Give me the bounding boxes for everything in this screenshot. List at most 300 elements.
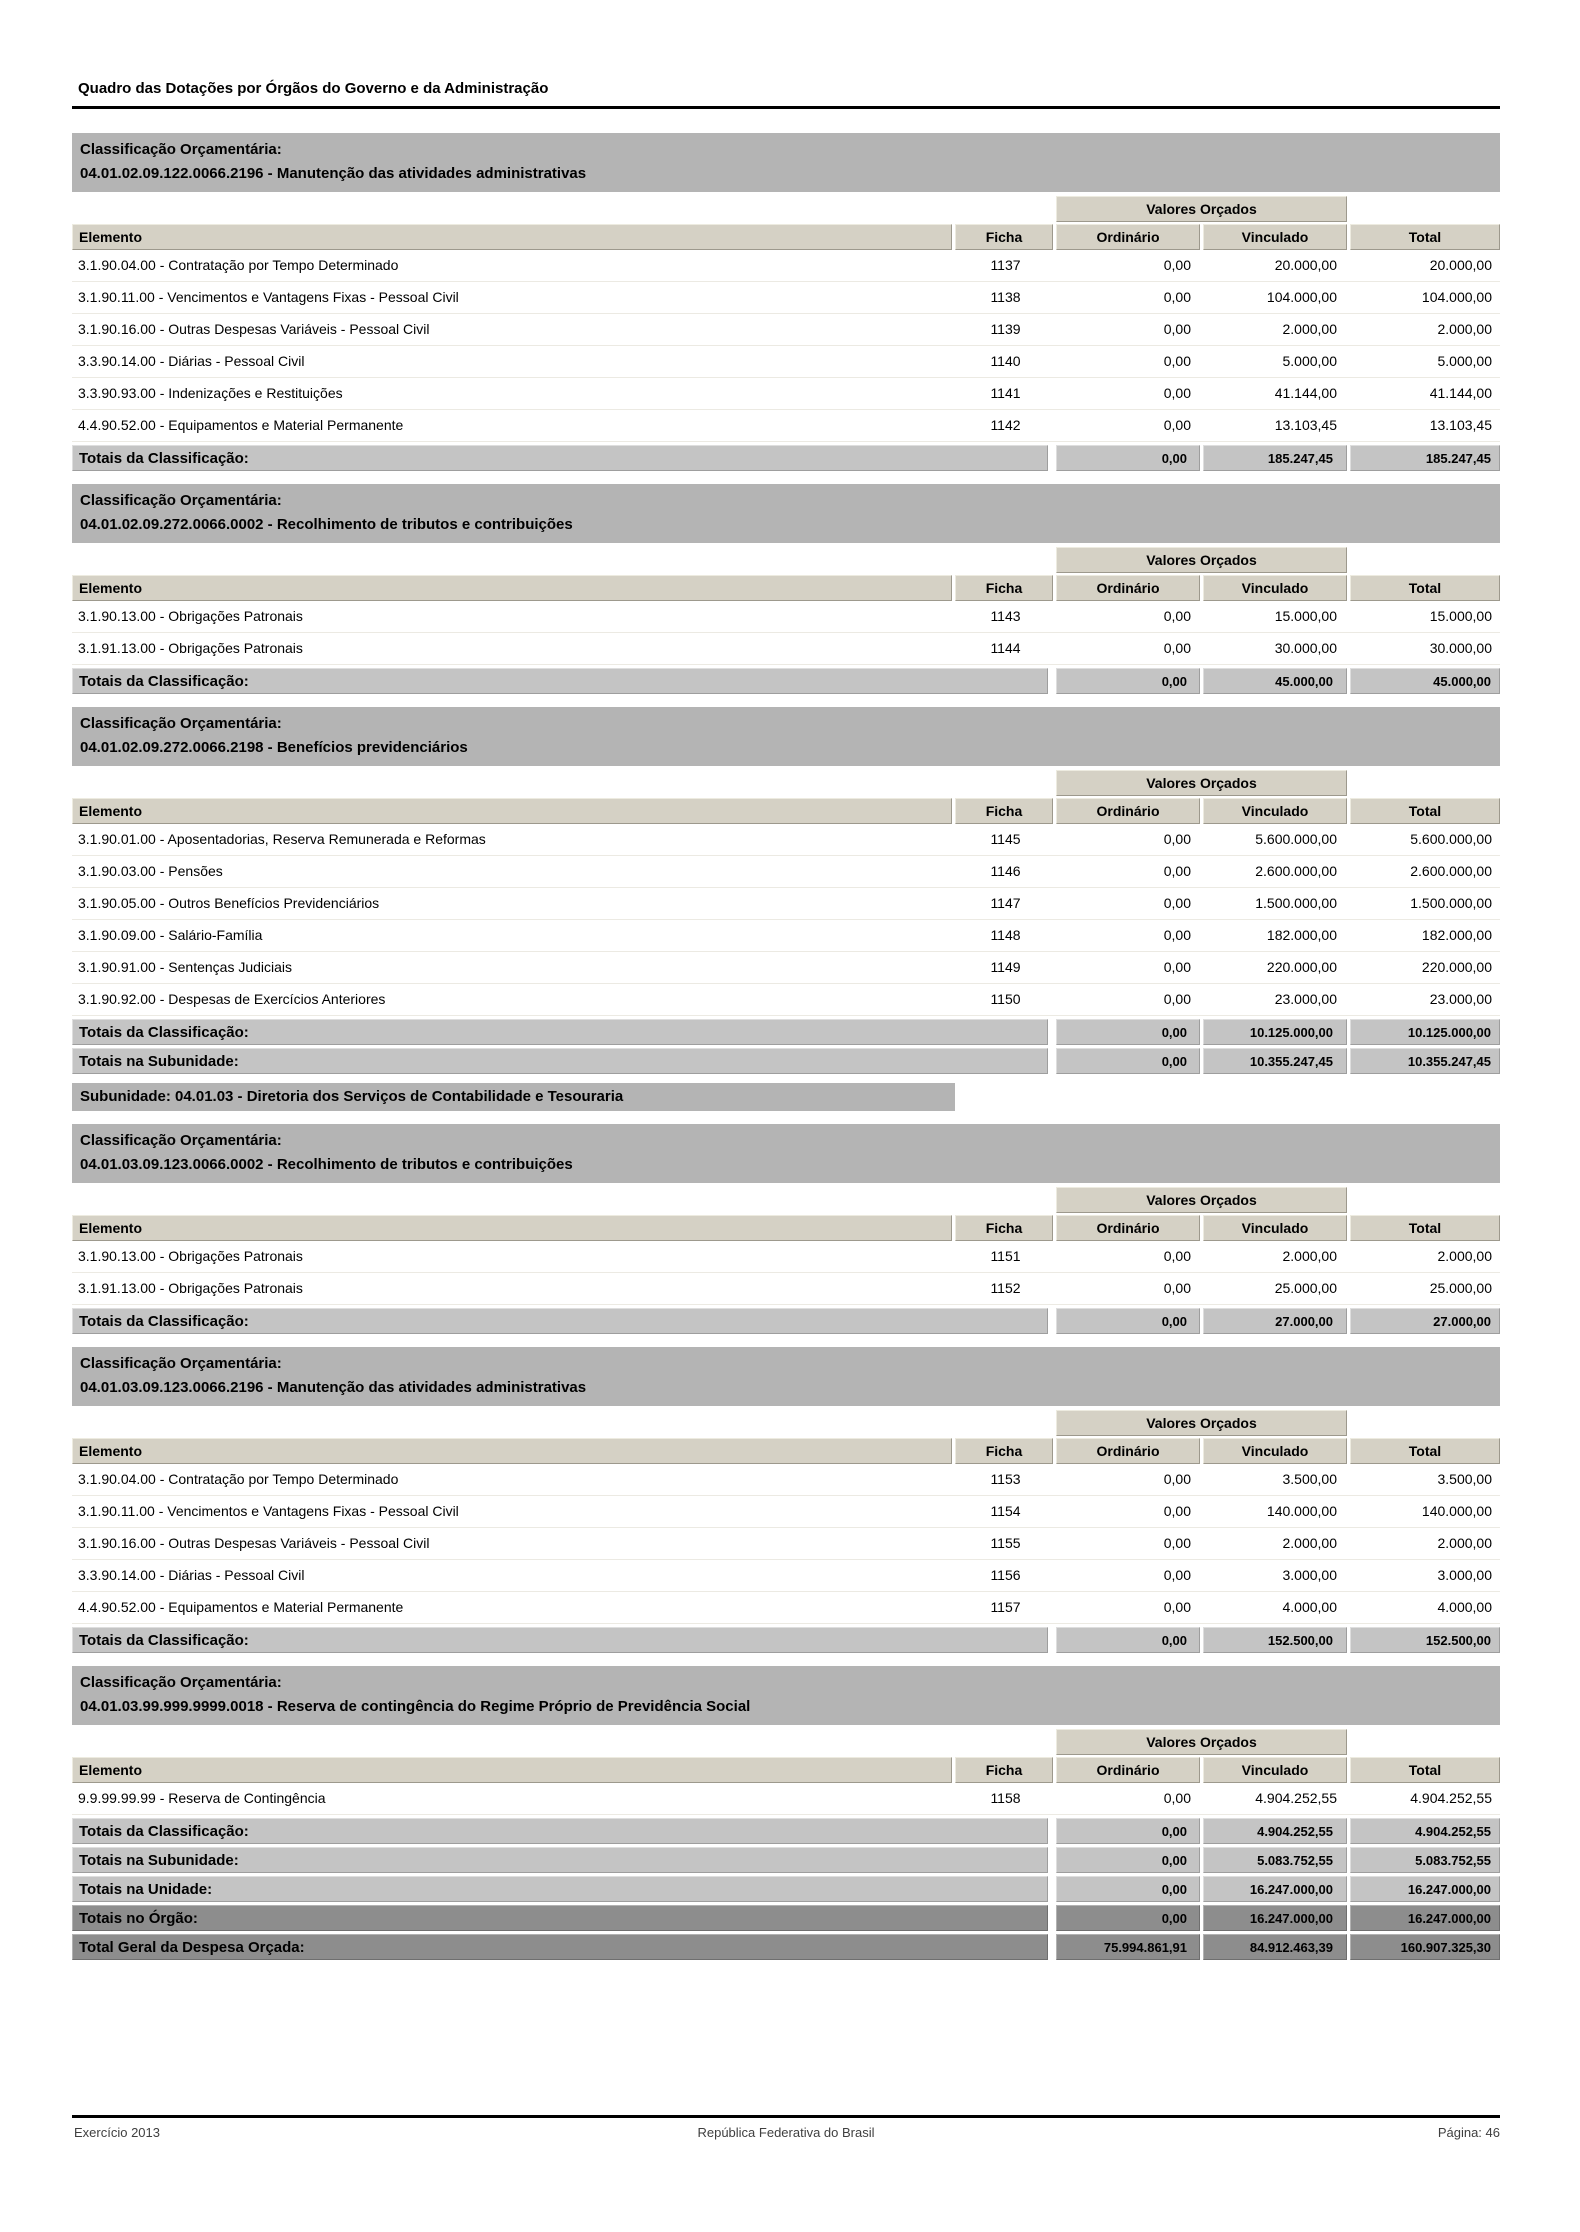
cell-elemento: 3.1.90.03.00 - Pensões: [78, 863, 223, 879]
cell-ficha: 1157: [990, 1599, 1021, 1615]
cell-ordinario: 0,00: [1163, 1248, 1191, 1264]
column-header-ordinario: [1056, 1438, 1203, 1464]
table-row: [72, 1783, 1500, 1815]
totals-label: Totais da Classificação:: [72, 1308, 1048, 1334]
cell-elemento: 4.4.90.52.00 - Equipamentos e Material Permanente: [78, 417, 404, 433]
column-header-elemento-label: Elemento: [72, 1438, 952, 1464]
cell-ordinario: 0,00: [1163, 640, 1191, 656]
column-header-ordinario-label: Ordinário: [1056, 1215, 1200, 1241]
totals-label: Totais na Subunidade:: [72, 1048, 1048, 1074]
cell-elemento: 3.3.90.14.00 - Diárias - Pessoal Civil: [78, 353, 305, 369]
valores-orcados-row: [72, 196, 1500, 222]
totals-vinculado: 152.500,00: [1203, 1627, 1347, 1653]
totals-vinculado: 45.000,00: [1203, 668, 1347, 694]
cell-elemento: 3.1.90.16.00 - Outras Despesas Variáveis - Pessoal Civil: [78, 321, 430, 337]
column-header-ficha-label: Ficha: [955, 575, 1053, 601]
cell-vinculado: 4.904.252,55: [1255, 1790, 1337, 1806]
cell-vinculado: 3.500,00: [1282, 1471, 1337, 1487]
valores-orcados-header: Valores Orçados: [1056, 547, 1347, 573]
totals-ordinario: 0,00: [1056, 1876, 1200, 1902]
totals-ordinario: 75.994.861,91: [1056, 1934, 1200, 1960]
cell-elemento: 3.1.90.09.00 - Salário-Família: [78, 927, 263, 943]
cell-elemento: 9.9.99.99.99 - Reserva de Contingência: [78, 1790, 326, 1806]
totals-label: Totais da Classificação:: [72, 1627, 1048, 1653]
cell-ficha: 1155: [990, 1535, 1021, 1551]
cell-total: 220.000,00: [1421, 959, 1492, 975]
column-header-vinculado-label: Vinculado: [1203, 1438, 1347, 1464]
table-row: [72, 346, 1500, 378]
totals-total: 185.247,45: [1350, 445, 1500, 471]
totals-total: 10.355.247,45: [1350, 1048, 1500, 1074]
column-header-total-label: Total: [1350, 1438, 1500, 1464]
column-header-vinculado: [1203, 1215, 1350, 1241]
column-header-total: [1350, 224, 1500, 250]
column-header-vinculado: [1203, 1438, 1350, 1464]
column-header-vinculado: [1203, 575, 1350, 601]
cell-vinculado: 25.000,00: [1274, 1280, 1337, 1296]
table-header-row: [72, 1438, 1500, 1464]
column-header-ficha-label: Ficha: [955, 1215, 1053, 1241]
column-header-ficha: [955, 575, 1056, 601]
page-footer: [72, 2115, 1500, 2143]
totals-total: 45.000,00: [1350, 668, 1500, 694]
cell-vinculado: 41.144,00: [1274, 385, 1337, 401]
cell-total: 140.000,00: [1421, 1503, 1492, 1519]
column-header-ficha: [955, 798, 1056, 824]
column-header-ficha-label: Ficha: [955, 1757, 1053, 1783]
column-header-vinculado-label: Vinculado: [1203, 798, 1347, 824]
column-header-elemento: [72, 1215, 955, 1241]
cell-ficha: 1151: [990, 1248, 1021, 1264]
totals-row-totais_classificacao: [72, 445, 1500, 471]
cell-total: 2.000,00: [1437, 1535, 1492, 1551]
totals-total: 16.247.000,00: [1350, 1905, 1500, 1931]
column-header-total: [1350, 798, 1500, 824]
classification-label: Classificação Orçamentária:: [80, 492, 282, 509]
table-header-row: [72, 224, 1500, 250]
cell-ficha: 1150: [990, 991, 1021, 1007]
column-header-elemento: [72, 224, 955, 250]
cell-ficha: 1140: [990, 353, 1021, 369]
cell-elemento: 3.1.90.91.00 - Sentenças Judiciais: [78, 959, 293, 975]
totals-row-totais_subunidade: [72, 1048, 1500, 1074]
totals-row-totais_unidade: [72, 1876, 1500, 1902]
classification-banner: [72, 484, 1500, 543]
cell-ficha: 1137: [990, 257, 1021, 273]
column-header-elemento-label: Elemento: [72, 224, 952, 250]
table-header-row: [72, 575, 1500, 601]
cell-elemento: 3.1.90.01.00 - Aposentadorias, Reserva Remunerada e Reformas: [78, 831, 486, 847]
footer-country: República Federativa do Brasil: [697, 2125, 875, 2140]
cell-total: 4.000,00: [1437, 1599, 1492, 1615]
column-header-ficha-label: Ficha: [955, 224, 1053, 250]
cell-total: 4.904.252,55: [1410, 1790, 1492, 1806]
cell-ficha: 1146: [990, 863, 1021, 879]
totals-row-totais_subunidade: [72, 1847, 1500, 1873]
totals-ordinario: 0,00: [1056, 1308, 1200, 1334]
table-row: [72, 378, 1500, 410]
cell-ordinario: 0,00: [1163, 1535, 1191, 1551]
cell-elemento: 4.4.90.52.00 - Equipamentos e Material Permanente: [78, 1599, 404, 1615]
footer-exercise: Exercício 2013: [74, 2125, 160, 2140]
table-row: [72, 952, 1500, 984]
table-row: [72, 824, 1500, 856]
totals-ordinario: 0,00: [1056, 445, 1200, 471]
totals-row-totais_classificacao: [72, 1308, 1500, 1334]
column-header-ordinario-label: Ordinário: [1056, 1438, 1200, 1464]
table-row: [72, 984, 1500, 1016]
cell-total: 30.000,00: [1429, 640, 1492, 656]
table-row: [72, 282, 1500, 314]
cell-ficha: 1147: [990, 895, 1021, 911]
table-row: [72, 1496, 1500, 1528]
cell-elemento: 3.1.90.04.00 - Contratação por Tempo Determinado: [78, 1471, 399, 1487]
cell-vinculado: 30.000,00: [1274, 640, 1337, 656]
totals-label: Totais no Órgão:: [72, 1905, 1048, 1931]
cell-elemento: 3.1.90.11.00 - Vencimentos e Vantagens Fixas - Pessoal Civil: [78, 1503, 459, 1519]
cell-total: 15.000,00: [1429, 608, 1492, 624]
cell-ficha: 1152: [990, 1280, 1021, 1296]
valores-orcados-row: [72, 1410, 1500, 1436]
cell-ficha: 1142: [990, 417, 1021, 433]
valores-orcados-header: Valores Orçados: [1056, 196, 1347, 222]
column-header-ordinario: [1056, 224, 1203, 250]
valores-orcados-header: Valores Orçados: [1056, 770, 1347, 796]
cell-total: 2.000,00: [1437, 321, 1492, 337]
cell-ficha: 1144: [990, 640, 1021, 656]
column-header-elemento: [72, 575, 955, 601]
classification-code: 04.01.02.09.272.0066.0002 - Recolhimento de tributos e contribuições: [80, 516, 573, 533]
cell-vinculado: 20.000,00: [1274, 257, 1337, 273]
cell-ficha: 1145: [990, 831, 1021, 847]
totals-ordinario: 0,00: [1056, 1905, 1200, 1931]
totals-row-totais_orgao: [72, 1905, 1500, 1931]
classification-code: 04.01.02.09.122.0066.2196 - Manutenção das atividades administrativas: [80, 165, 587, 182]
classification-section: [72, 707, 1500, 1074]
totals-ordinario: 0,00: [1056, 668, 1200, 694]
totals-vinculado: 84.912.463,39: [1203, 1934, 1347, 1960]
cell-ordinario: 0,00: [1163, 257, 1191, 273]
cell-ordinario: 0,00: [1163, 831, 1191, 847]
table-row: [72, 856, 1500, 888]
column-header-vinculado: [1203, 224, 1350, 250]
classification-label: Classificação Orçamentária:: [80, 1132, 282, 1149]
totals-vinculado: 16.247.000,00: [1203, 1876, 1347, 1902]
cell-ordinario: 0,00: [1163, 1599, 1191, 1615]
cell-elemento: 3.3.90.93.00 - Indenizações e Restituições: [78, 385, 343, 401]
totals-total: 5.083.752,55: [1350, 1847, 1500, 1873]
totals-vinculado: 185.247,45: [1203, 445, 1347, 471]
cell-ficha: 1148: [990, 927, 1021, 943]
totals-total: 27.000,00: [1350, 1308, 1500, 1334]
totals-row-totais_classificacao: [72, 1019, 1500, 1045]
cell-ficha: 1149: [990, 959, 1021, 975]
cell-ordinario: 0,00: [1163, 1503, 1191, 1519]
totals-total: 152.500,00: [1350, 1627, 1500, 1653]
cell-vinculado: 2.000,00: [1282, 1248, 1337, 1264]
cell-ordinario: 0,00: [1163, 417, 1191, 433]
table-header-row: [72, 1757, 1500, 1783]
table-row: [72, 410, 1500, 442]
column-header-total: [1350, 575, 1500, 601]
cell-total: 2.000,00: [1437, 1248, 1492, 1264]
cell-ordinario: 0,00: [1163, 321, 1191, 337]
cell-vinculado: 182.000,00: [1266, 927, 1337, 943]
cell-ordinario: 0,00: [1163, 1790, 1191, 1806]
valores-orcados-row: [72, 770, 1500, 796]
cell-ordinario: 0,00: [1163, 1567, 1191, 1583]
column-header-total-label: Total: [1350, 1757, 1500, 1783]
cell-ordinario: 0,00: [1163, 895, 1191, 911]
classification-label: Classificação Orçamentária:: [80, 1674, 282, 1691]
cell-elemento: 3.1.90.92.00 - Despesas de Exercícios Anteriores: [78, 991, 386, 1007]
totals-vinculado: 5.083.752,55: [1203, 1847, 1347, 1873]
column-header-elemento-label: Elemento: [72, 575, 952, 601]
cell-ordinario: 0,00: [1163, 959, 1191, 975]
footer-divider: [72, 2115, 1500, 2118]
cell-total: 20.000,00: [1429, 257, 1492, 273]
cell-vinculado: 104.000,00: [1266, 289, 1337, 305]
footer-row: [72, 2125, 1500, 2143]
valores-orcados-header: Valores Orçados: [1056, 1729, 1347, 1755]
totals-label: Total Geral da Despesa Orçada:: [72, 1934, 1048, 1960]
cell-ordinario: 0,00: [1163, 1280, 1191, 1296]
cell-total: 25.000,00: [1429, 1280, 1492, 1296]
cell-ficha: 1143: [990, 608, 1021, 624]
classification-label: Classificação Orçamentária:: [80, 1355, 282, 1372]
table-row: [72, 633, 1500, 665]
cell-total: 3.000,00: [1437, 1567, 1492, 1583]
cell-vinculado: 3.000,00: [1282, 1567, 1337, 1583]
cell-total: 23.000,00: [1429, 991, 1492, 1007]
totals-label: Totais da Classificação:: [72, 668, 1048, 694]
column-header-elemento: [72, 1757, 955, 1783]
totals-total: 10.125.000,00: [1350, 1019, 1500, 1045]
cell-total: 1.500.000,00: [1410, 895, 1492, 911]
classification-section: [72, 1666, 1500, 1960]
classification-section: [72, 1347, 1500, 1653]
cell-ordinario: 0,00: [1163, 863, 1191, 879]
classification-section: [72, 133, 1500, 471]
cell-total: 13.103,45: [1429, 417, 1492, 433]
totals-row-total_geral: [72, 1934, 1500, 1960]
cell-ficha: 1139: [990, 321, 1021, 337]
cell-elemento: 3.1.90.04.00 - Contratação por Tempo Determinado: [78, 257, 399, 273]
cell-ordinario: 0,00: [1163, 1471, 1191, 1487]
cell-vinculado: 4.000,00: [1282, 1599, 1337, 1615]
column-header-ordinario-label: Ordinário: [1056, 798, 1200, 824]
valores-orcados-row: [72, 547, 1500, 573]
cell-elemento: 3.1.90.13.00 - Obrigações Patronais: [78, 608, 303, 624]
table-row: [72, 1592, 1500, 1624]
cell-ficha: 1138: [990, 289, 1021, 305]
column-header-vinculado-label: Vinculado: [1203, 575, 1347, 601]
totals-ordinario: 0,00: [1056, 1048, 1200, 1074]
column-header-ficha-label: Ficha: [955, 1438, 1053, 1464]
column-header-total-label: Total: [1350, 798, 1500, 824]
column-header-vinculado-label: Vinculado: [1203, 1215, 1347, 1241]
report-page: [72, 0, 1500, 1960]
column-header-elemento-label: Elemento: [72, 798, 952, 824]
cell-ordinario: 0,00: [1163, 608, 1191, 624]
totals-row-totais_classificacao: [72, 1818, 1500, 1844]
cell-vinculado: 23.000,00: [1274, 991, 1337, 1007]
classification-label: Classificação Orçamentária:: [80, 141, 282, 158]
classification-banner: [72, 1347, 1500, 1406]
table-row: [72, 920, 1500, 952]
cell-elemento: 3.1.91.13.00 - Obrigações Patronais: [78, 640, 303, 656]
column-header-ficha: [955, 1438, 1056, 1464]
cell-vinculado: 220.000,00: [1266, 959, 1337, 975]
classification-section: [72, 484, 1500, 694]
classification-banner: [72, 133, 1500, 192]
cell-vinculado: 15.000,00: [1274, 608, 1337, 624]
column-header-ordinario-label: Ordinário: [1056, 575, 1200, 601]
valores-orcados-header: Valores Orçados: [1056, 1410, 1347, 1436]
column-header-elemento-label: Elemento: [72, 1757, 952, 1783]
cell-vinculado: 2.000,00: [1282, 321, 1337, 337]
table-row: [72, 250, 1500, 282]
totals-vinculado: 10.125.000,00: [1203, 1019, 1347, 1045]
totals-label: Totais na Subunidade:: [72, 1847, 1048, 1873]
table-header-row: [72, 1215, 1500, 1241]
column-header-vinculado-label: Vinculado: [1203, 224, 1347, 250]
totals-label: Totais da Classificação:: [72, 1019, 1048, 1045]
cell-vinculado: 5.600.000,00: [1255, 831, 1337, 847]
column-header-ficha: [955, 1757, 1056, 1783]
cell-total: 104.000,00: [1421, 289, 1492, 305]
cell-total: 2.600.000,00: [1410, 863, 1492, 879]
column-header-ordinario-label: Ordinário: [1056, 1757, 1200, 1783]
column-header-total-label: Total: [1350, 1215, 1500, 1241]
table-row: [72, 1528, 1500, 1560]
cell-elemento: 3.3.90.14.00 - Diárias - Pessoal Civil: [78, 1567, 305, 1583]
column-header-vinculado: [1203, 798, 1350, 824]
cell-vinculado: 5.000,00: [1282, 353, 1337, 369]
cell-elemento: 3.1.90.16.00 - Outras Despesas Variáveis - Pessoal Civil: [78, 1535, 430, 1551]
classification-banner: [72, 1666, 1500, 1725]
footer-page-number: Página: 46: [1437, 2125, 1500, 2140]
table-row: [72, 314, 1500, 346]
column-header-vinculado: [1203, 1757, 1350, 1783]
cell-vinculado: 1.500.000,00: [1255, 895, 1337, 911]
classification-code: 04.01.02.09.272.0066.2198 - Benefícios previdenciários: [80, 739, 468, 756]
column-header-vinculado-label: Vinculado: [1203, 1757, 1347, 1783]
cell-elemento: 3.1.90.11.00 - Vencimentos e Vantagens Fixas - Pessoal Civil: [78, 289, 459, 305]
column-header-ordinario: [1056, 575, 1203, 601]
cell-vinculado: 13.103,45: [1274, 417, 1337, 433]
classification-label: Classificação Orçamentária:: [80, 715, 282, 732]
column-header-total: [1350, 1215, 1500, 1241]
table-row: [72, 1464, 1500, 1496]
column-header-ordinario-label: Ordinário: [1056, 224, 1200, 250]
totals-vinculado: 4.904.252,55: [1203, 1818, 1347, 1844]
sections: [72, 133, 1500, 1960]
cell-total: 3.500,00: [1437, 1471, 1492, 1487]
cell-ficha: 1156: [990, 1567, 1021, 1583]
cell-ficha: 1153: [990, 1471, 1021, 1487]
cell-ordinario: 0,00: [1163, 289, 1191, 305]
column-header-total-label: Total: [1350, 224, 1500, 250]
cell-total: 5.600.000,00: [1410, 831, 1492, 847]
column-header-total-label: Total: [1350, 575, 1500, 601]
classification-banner: [72, 707, 1500, 766]
table-header-row: [72, 798, 1500, 824]
cell-elemento: 3.1.91.13.00 - Obrigações Patronais: [78, 1280, 303, 1296]
table-row: [72, 888, 1500, 920]
cell-total: 5.000,00: [1437, 353, 1492, 369]
totals-label: Totais da Classificação:: [72, 445, 1048, 471]
table-row: [72, 601, 1500, 633]
cell-vinculado: 2.000,00: [1282, 1535, 1337, 1551]
valores-orcados-header: Valores Orçados: [1056, 1187, 1347, 1213]
column-header-elemento: [72, 1438, 955, 1464]
totals-label: Totais da Classificação:: [72, 1818, 1048, 1844]
totals-total: 4.904.252,55: [1350, 1818, 1500, 1844]
cell-vinculado: 140.000,00: [1266, 1503, 1337, 1519]
column-header-ficha: [955, 224, 1056, 250]
column-header-total: [1350, 1438, 1500, 1464]
column-header-elemento: [72, 798, 955, 824]
cell-ordinario: 0,00: [1163, 353, 1191, 369]
totals-total: 160.907.325,30: [1350, 1934, 1500, 1960]
totals-vinculado: 27.000,00: [1203, 1308, 1347, 1334]
totals-ordinario: 0,00: [1056, 1019, 1200, 1045]
totals-ordinario: 0,00: [1056, 1818, 1200, 1844]
column-header-ordinario: [1056, 1215, 1203, 1241]
table-row: [72, 1241, 1500, 1273]
column-header-elemento-label: Elemento: [72, 1215, 952, 1241]
totals-row-totais_classificacao: [72, 668, 1500, 694]
totals-total: 16.247.000,00: [1350, 1876, 1500, 1902]
subunit-banner: Subunidade: 04.01.03 - Diretoria dos Serviços de Contabilidade e Tesouraria: [72, 1083, 955, 1111]
cell-ordinario: 0,00: [1163, 991, 1191, 1007]
column-header-ficha: [955, 1215, 1056, 1241]
cell-elemento: 3.1.90.05.00 - Outros Benefícios Previdenciários: [78, 895, 380, 911]
cell-elemento: 3.1.90.13.00 - Obrigações Patronais: [78, 1248, 303, 1264]
cell-ordinario: 0,00: [1163, 927, 1191, 943]
column-header-total: [1350, 1757, 1500, 1783]
table-row: [72, 1560, 1500, 1592]
classification-code: 04.01.03.09.123.0066.0002 - Recolhimento de tributos e contribuições: [80, 1156, 573, 1173]
totals-vinculado: 10.355.247,45: [1203, 1048, 1347, 1074]
column-header-ordinario: [1056, 798, 1203, 824]
cell-ficha: 1141: [990, 385, 1021, 401]
totals-label: Totais na Unidade:: [72, 1876, 1048, 1902]
header-divider: [72, 106, 1500, 109]
totals-row-totais_classificacao: [72, 1627, 1500, 1653]
report-title: Quadro das Dotações por Órgãos do Governo e da Administração: [78, 80, 549, 97]
column-header-ficha-label: Ficha: [955, 798, 1053, 824]
cell-ficha: 1158: [990, 1790, 1021, 1806]
cell-ordinario: 0,00: [1163, 385, 1191, 401]
cell-total: 41.144,00: [1429, 385, 1492, 401]
cell-ficha: 1154: [990, 1503, 1021, 1519]
cell-total: 182.000,00: [1421, 927, 1492, 943]
valores-orcados-row: [72, 1187, 1500, 1213]
valores-orcados-row: [72, 1729, 1500, 1755]
classification-section: [72, 1124, 1500, 1334]
classification-code: 04.01.03.09.123.0066.2196 - Manutenção das atividades administrativas: [80, 1379, 587, 1396]
totals-ordinario: 0,00: [1056, 1847, 1200, 1873]
classification-code: 04.01.03.99.999.9999.0018 - Reserva de contingência do Regime Próprio de Previdência Social: [80, 1698, 751, 1715]
classification-banner: [72, 1124, 1500, 1183]
cell-vinculado: 2.600.000,00: [1255, 863, 1337, 879]
table-row: [72, 1273, 1500, 1305]
totals-ordinario: 0,00: [1056, 1627, 1200, 1653]
column-header-ordinario: [1056, 1757, 1203, 1783]
totals-vinculado: 16.247.000,00: [1203, 1905, 1347, 1931]
